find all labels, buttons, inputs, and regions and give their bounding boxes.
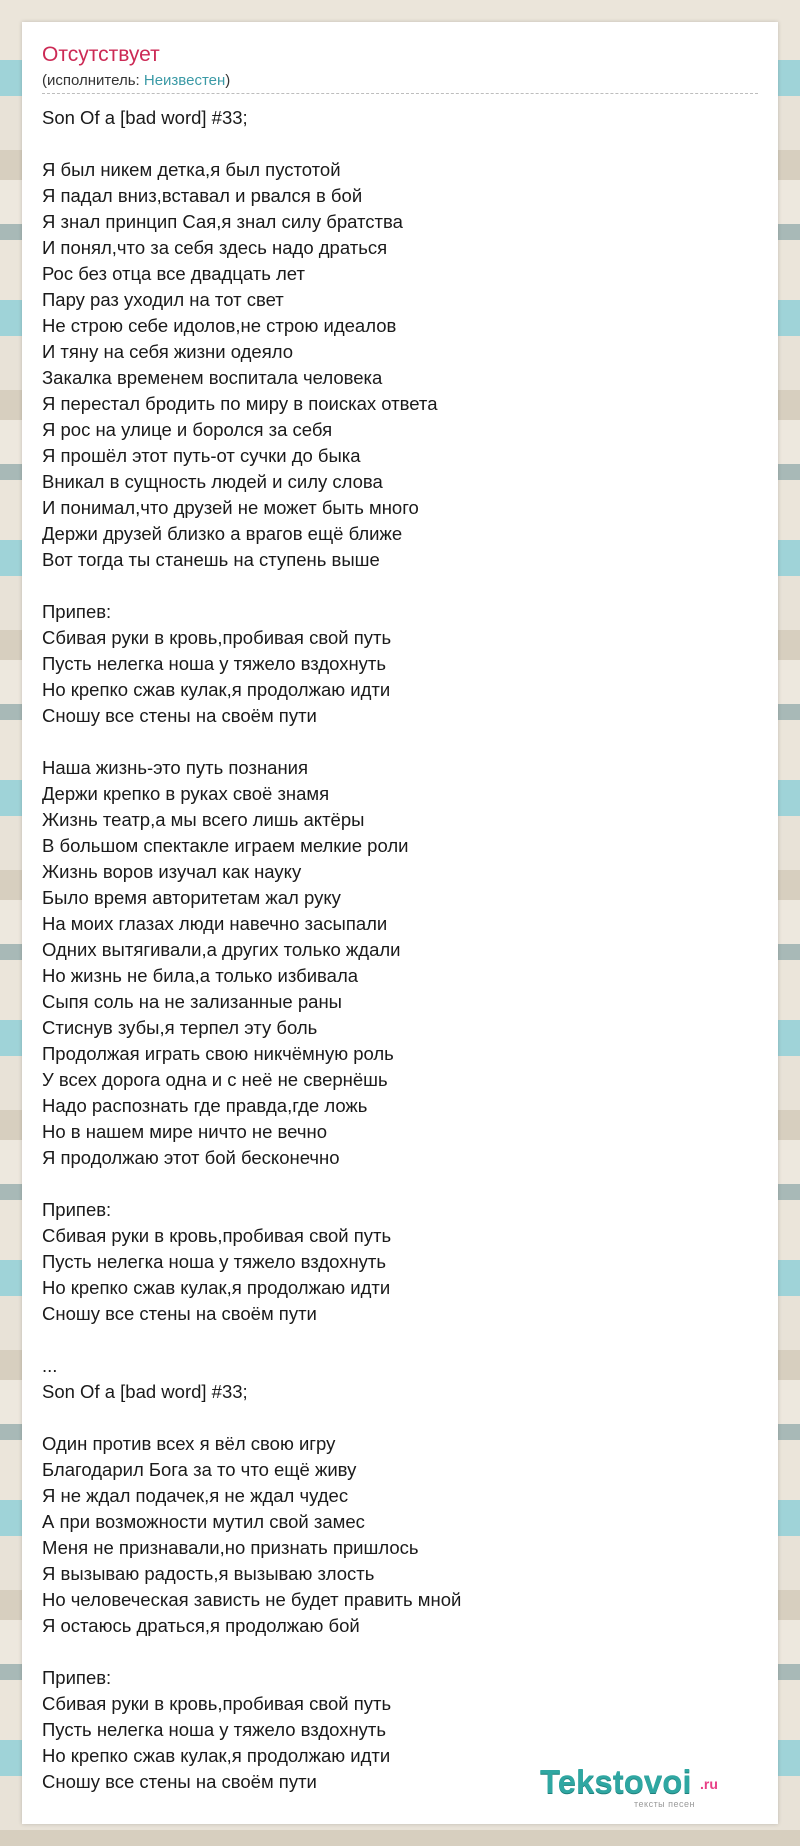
lyric-line: Закалка временем воспитала человека — [42, 367, 383, 388]
lyric-line: Пусть нелегка ноша у тяжело вздохнуть — [42, 1251, 387, 1272]
lyric-blank-line — [42, 1639, 758, 1665]
lyric-line: И понял,что за себя здесь надо драться — [42, 237, 388, 258]
lyric-line: Держи крепко в руках своё знамя — [42, 783, 330, 804]
lyric-line: Я знал принцип Сая,я знал силу братства — [42, 211, 403, 232]
lyric-line: Я не ждал подачек,я не ждал чудес — [42, 1485, 349, 1506]
lyric-line: Держи друзей близко а врагов ещё ближе — [42, 523, 403, 544]
lyric-line: Одних вытягивали,а других только ждали — [42, 939, 401, 960]
lyric-line: Надо распознать где правда,где ложь — [42, 1095, 368, 1116]
lyric-line: Сношу все стены на своём пути — [42, 1771, 317, 1792]
lyric-line: Я продолжаю этот бой бесконечно — [42, 1147, 340, 1168]
song-title: Отсутствует — [42, 43, 160, 66]
lyric-blank-line — [42, 729, 758, 755]
lyric-blank-line — [42, 1171, 758, 1197]
lyric-line: Но человеческая зависть не будет править мной — [42, 1589, 462, 1610]
lyric-line: Сношу все стены на своём пути — [42, 705, 317, 726]
lyric-line: Один против всех я вёл свою игру — [42, 1433, 336, 1454]
lyric-line: Вот тогда ты станешь на ступень выше — [42, 549, 380, 570]
lyric-line: Я перестал бродить по миру в поисках ответа — [42, 393, 438, 414]
logo-domain-suffix: .ru — [700, 1776, 718, 1792]
logo-tagline: тексты песен — [634, 1799, 696, 1809]
lyric-line: Но в нашем мире ничто не вечно — [42, 1121, 327, 1142]
lyric-line: Son Of a [bad word] #33; — [42, 107, 248, 128]
lyric-line: ... — [42, 1355, 58, 1376]
title-divider — [42, 93, 758, 94]
lyric-line: Вникал в сущность людей и силу слова — [42, 471, 383, 492]
lyric-line: Сношу все стены на своём пути — [42, 1303, 317, 1324]
lyric-line: На моих глазах люди навечно засыпали — [42, 913, 388, 934]
lyrics-card — [22, 22, 778, 1824]
lyric-line: Сбивая руки в кровь,пробивая свой путь — [42, 1225, 392, 1246]
logo-wordmark: Tekstovoi — [540, 1763, 692, 1800]
lyric-line: Жизнь воров изучал как науку — [42, 861, 302, 882]
lyric-line: Припев: — [42, 1667, 112, 1688]
lyric-line: Меня не признавали,но признать пришлось — [42, 1537, 419, 1558]
lyric-line: Стиснув зубы,я терпел эту боль — [42, 1017, 318, 1038]
lyric-line: Я прошёл этот путь-от сучки до быка — [42, 445, 361, 466]
lyric-line: Я рос на улице и боролся за себя — [42, 419, 333, 440]
lyric-line: Наша жизнь-это путь познания — [42, 757, 309, 778]
lyric-line: Пару раз уходил на тот свет — [42, 289, 284, 310]
artist-prefix: (исполнитель: — [42, 72, 144, 89]
lyric-line: Но жизнь не била,а только избивала — [42, 965, 359, 986]
lyric-line: Припев: — [42, 1199, 112, 1220]
lyric-blank-line — [42, 1327, 758, 1353]
lyric-line: Продолжая играть свою никчёмную роль — [42, 1043, 394, 1064]
lyric-line: Сбивая руки в кровь,пробивая свой путь — [42, 1693, 392, 1714]
lyric-line: Son Of a [bad word] #33; — [42, 1381, 248, 1402]
lyric-line: Сыпя соль на не зализанные раны — [42, 991, 342, 1012]
site-logo[interactable] — [514, 1758, 774, 1820]
lyric-line: Но крепко сжав кулак,я продолжаю идти — [42, 679, 391, 700]
lyric-line: И тяну на себя жизни одеяло — [42, 341, 294, 362]
lyric-blank-line — [42, 573, 758, 599]
artist-link[interactable]: Неизвестен — [143, 72, 226, 89]
lyric-line: Но крепко сжав кулак,я продолжаю идти — [42, 1277, 391, 1298]
lyric-line: Я был никем детка,я был пустотой — [42, 159, 341, 180]
artist-line — [42, 72, 230, 90]
lyric-line: А при возможности мутил свой замес — [42, 1511, 365, 1532]
lyrics-body — [42, 105, 758, 1795]
lyric-line: Я остаюсь драться,я продолжаю бой — [42, 1615, 360, 1636]
lyric-line: Благодарил Бога за то что ещё живу — [42, 1459, 357, 1480]
lyric-line: Пусть нелегка ноша у тяжело вздохнуть — [42, 1719, 387, 1740]
lyric-line: Рос без отца все двадцать лет — [42, 263, 305, 284]
lyric-blank-line — [42, 131, 758, 157]
lyric-line: У всех дорога одна и с неё не свернёшь — [42, 1069, 388, 1090]
lyric-line: Припев: — [42, 601, 112, 622]
lyric-line: И понимал,что друзей не может быть много — [42, 497, 419, 518]
lyric-blank-line — [42, 1405, 758, 1431]
artist-suffix: ) — [225, 72, 231, 89]
lyric-line: Жизнь театр,а мы всего лишь актёры — [42, 809, 365, 830]
lyric-line: Не строю себе идолов,не строю идеалов — [42, 315, 397, 336]
lyric-line: Сбивая руки в кровь,пробивая свой путь — [42, 627, 392, 648]
lyric-line: В большом спектакле играем мелкие роли — [42, 835, 409, 856]
lyric-line: Было время авторитетам жал руку — [42, 887, 341, 908]
lyric-line: Пусть нелегка ноша у тяжело вздохнуть — [42, 653, 387, 674]
lyric-line: Я падал вниз,вставал и рвался в бой — [42, 185, 363, 206]
lyric-line: Я вызываю радость,я вызываю злость — [42, 1563, 375, 1584]
lyric-line: Но крепко сжав кулак,я продолжаю идти — [42, 1745, 391, 1766]
